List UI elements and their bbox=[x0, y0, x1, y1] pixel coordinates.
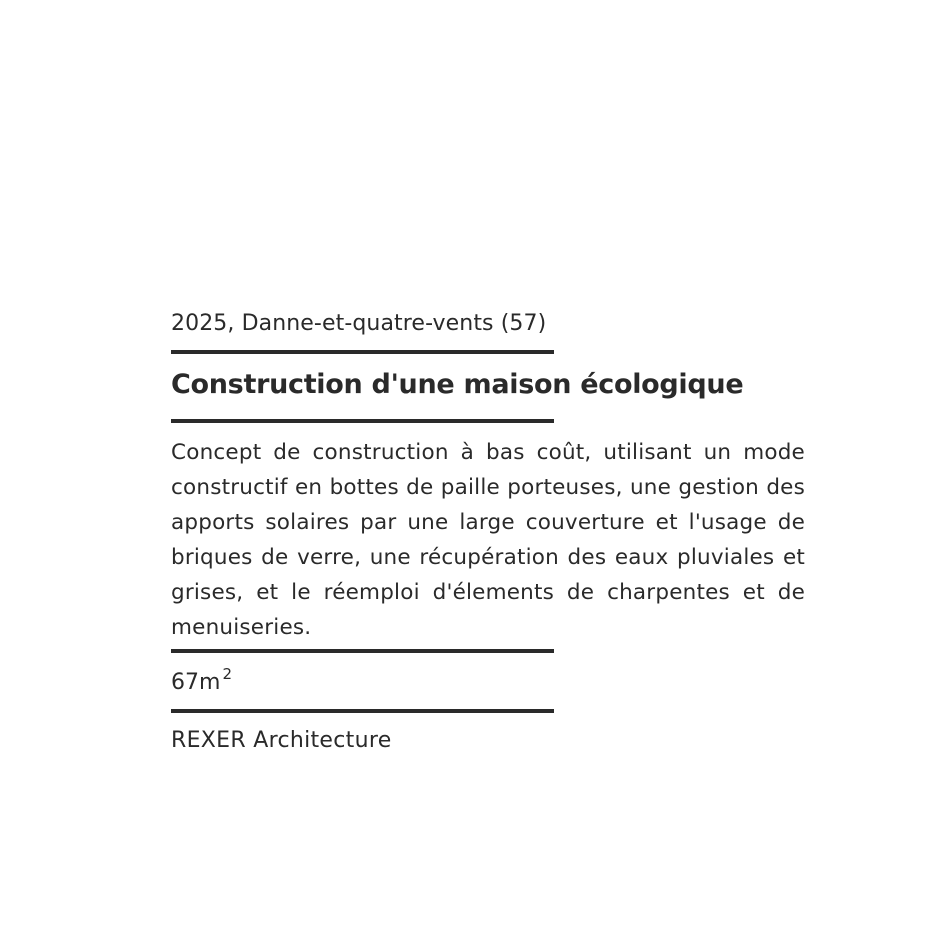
project-year-location: 2025, Danne-et-quatre-vents (57) bbox=[171, 311, 547, 336]
project-area-value: 67m bbox=[171, 670, 221, 695]
project-area bbox=[171, 665, 805, 698]
project-architect: REXER Architecture bbox=[171, 728, 392, 753]
project-area-exponent: 2 bbox=[222, 665, 232, 683]
project-description: Concept de construction à bas coût, utilisant un mode constructif en bottes de paille porteuses, une gestion des apports solaires par une large couverture et l'usage de briques de verre, une récupération des eaux pluviales et grises, et le réemploi d'élements de charpentes et de menuiseries. bbox=[171, 440, 805, 640]
divider bbox=[171, 419, 554, 423]
divider bbox=[171, 649, 554, 653]
project-title: Construction d'une maison écologique bbox=[171, 369, 744, 400]
divider bbox=[171, 709, 554, 713]
divider bbox=[171, 350, 554, 354]
project-card bbox=[171, 309, 805, 756]
